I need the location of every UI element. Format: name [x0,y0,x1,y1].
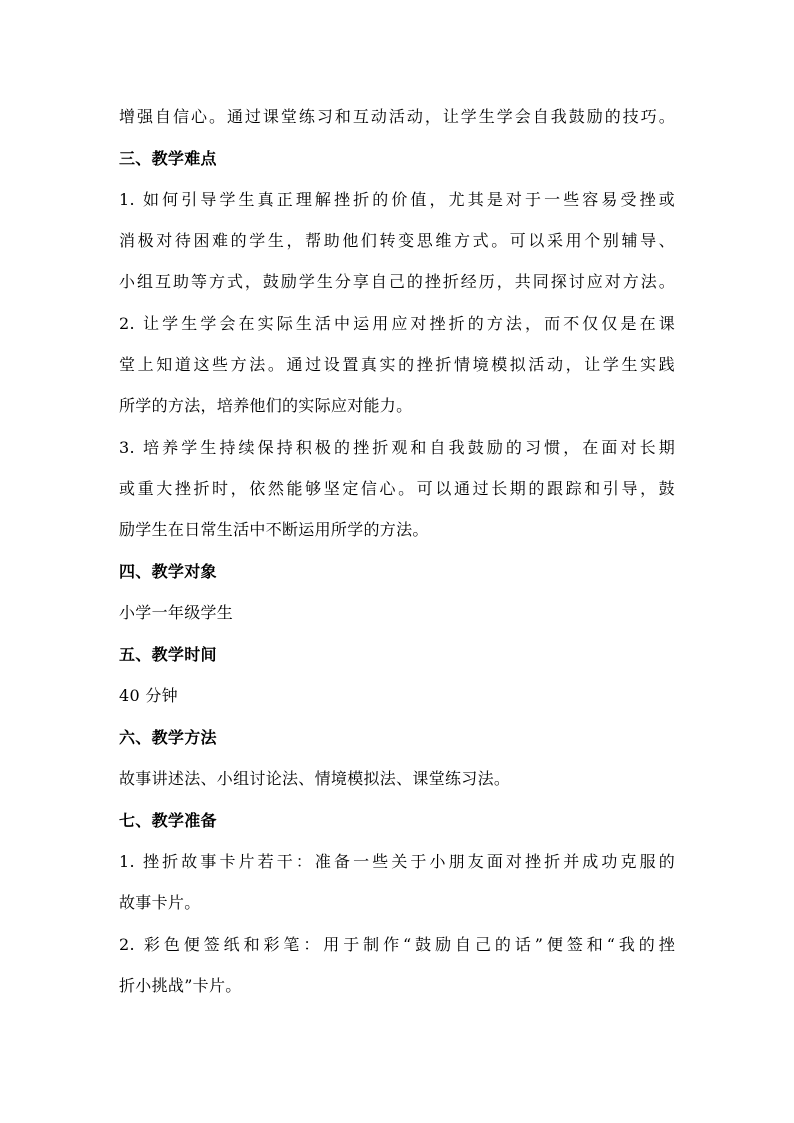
duration-text: 40 分钟 [119,686,178,705]
difficulty-item-2-line-1: 2. 让学生学会在实际生活中运用应对挫折的方法，而不仅仅是在课 [119,314,675,333]
difficulty-item-2-line-3: 所学的方法，培养他们的实际应对能力。 [119,396,413,415]
preparation-item-2-line-2: 折小挑战”卡片。 [119,976,242,995]
preparation-item-1-line-1: 1. 挫折故事卡片若干：准备一些关于小朋友面对挫折并成功克服的 [119,852,675,871]
difficulty-item-1-line-2: 消极对待困难的学生，帮助他们转变思维方式。可以采用个别辅导、 [119,231,675,250]
difficulty-item-3-line-2: 或重大挫折时，依然能够坚定信心。可以通过长期的跟踪和引导，鼓 [119,479,675,498]
difficulty-item-1-line-1: 1. 如何引导学生真正理解挫折的价值，尤其是对于一些容易受挫或 [119,190,675,209]
section-heading-duration: 五、教学时间 [119,645,217,664]
difficulty-item-1-line-3: 小组互助等方式，鼓励学生分享自己的挫折经历，共同探讨应对方法。 [119,272,675,291]
preparation-item-1-line-2: 故事卡片。 [119,893,201,912]
difficulty-item-3-line-3: 励学生在日常生活中不断运用所学的方法。 [119,520,429,539]
section-heading-difficulties: 三、教学难点 [119,149,217,168]
section-heading-preparation: 七、教学准备 [119,811,217,830]
methods-text: 故事讲述法、小组讨论法、情境模拟法、课堂练习法。 [119,769,511,788]
difficulty-item-3-line-1: 3. 培养学生持续保持积极的挫折观和自我鼓励的习惯，在面对长期 [119,438,675,457]
section-heading-audience: 四、教学对象 [119,562,217,581]
preparation-item-2-line-1: 2. 彩色便签纸和彩笔：用于制作“鼓励自己的话”便签和“我的挫 [119,935,675,954]
audience-text: 小学一年级学生 [119,603,234,622]
difficulty-item-2-line-2: 堂上知道这些方法。通过设置真实的挫折情境模拟活动，让学生实践 [119,355,675,374]
section-heading-methods: 六、教学方法 [119,728,217,747]
intro-line: 增强自信心。通过课堂练习和互动活动，让学生学会自我鼓励的技巧。 [119,107,675,126]
